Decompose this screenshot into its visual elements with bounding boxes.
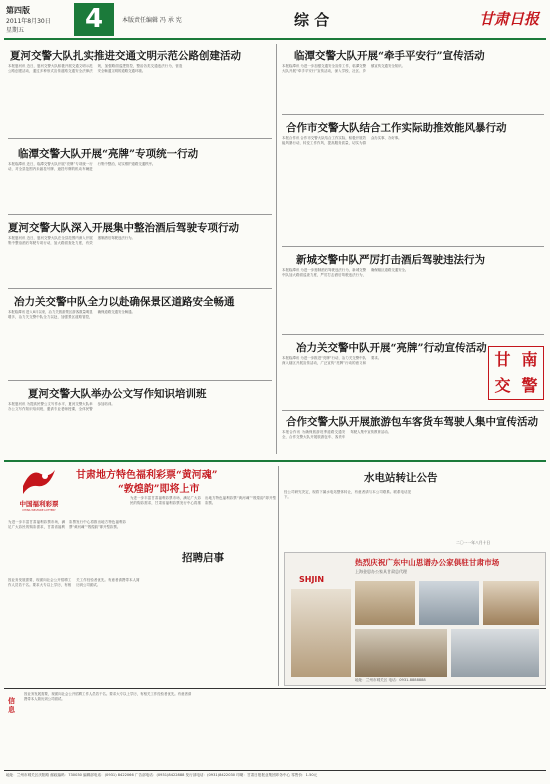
furniture-brand: SHJIN (299, 575, 325, 584)
footer-notices: 因业务发展需要，现面向社会公开招聘工作人员若干名。要求大专以上学历，有相关工作经验者优先。有意者请携带本人简历到公司面试。 (24, 692, 192, 702)
ad-column-separator (278, 466, 279, 686)
headline-a8: 新城交警中队严厉打击酒后驾驶违法行为 (296, 254, 485, 266)
divider (282, 334, 544, 335)
body-a1: 本报夏河讯 近日，夏河交警大队积极开展交通文明示范公路创建活动，通过多种形式宣传道路交通安全法律法规，加强路面巡逻管控，整治各类交通违法行为，营造安全畅通文明的道路交通环境。 (8, 64, 183, 74)
furniture-headline: 热烈庆祝广东中山思谱办公家俱驻甘肃市场 (355, 558, 500, 567)
headline-a3: 夏河交警大队深入开展集中整治酒后驾驶专项行动 (8, 222, 239, 234)
paper-name: 甘肃日报 (479, 10, 540, 28)
headline-a2: 临潭交警大队开展“亮牌”专项统一行动 (18, 148, 199, 160)
furniture-photo (355, 581, 415, 625)
body-a6: 本报临潭讯 为进一步加强交通安全宣传工作，临潭交警大队开展“牵手平安行”宣传活动，深入学校、社区、乡镇宣传交通安全知识。 (282, 64, 405, 74)
lottery-logo-sub: CHINA WELFARE LOTTERY (22, 509, 56, 512)
furniture-photo (419, 581, 479, 625)
page-number: 4 (84, 4, 104, 34)
lottery-body-cont: 为进一步丰富甘肃福利彩票市场，满足广大彩民的购彩需求，甘肃省福利彩票发行中心将推出地方特色福利彩票“黄河魂”“敦煌韵”即开型彩票。 (130, 496, 276, 506)
body-a2: 本报临潭讯 近日，临潭交警大队开展“亮牌”专项统一行动，对全县范围内未悬挂号牌、遮挡号牌的机动车辆进行集中整治，切实维护道路交通秩序。 (8, 162, 156, 172)
water-date: 二〇一一年八月十日 (456, 540, 491, 545)
ad-area-rule (4, 460, 546, 462)
footer-bottom-rule (4, 770, 546, 771)
headline-a1: 夏河交警大队扎实推进交通文明示范公路创建活动 (10, 50, 241, 62)
footer-rule (4, 688, 546, 689)
recruit-body: 因业务发展需要，现面向社会公开招聘工作人员若干名。要求大专以上学历，有相关工作经验者优先。有意者请携带本人简历到公司面试。 (8, 578, 140, 588)
divider (282, 114, 544, 115)
furniture-subline: 上海金思办公家具甘肃总代理 (355, 569, 407, 574)
divider (8, 288, 272, 289)
headline-a4: 冶力关交警中队全力以赴确保景区道路安全畅通 (14, 296, 235, 308)
issue-date: 2011年8月30日 (6, 18, 51, 25)
body-a5: 本报夏河讯 为提高民警公文写作水平，夏河交警大队举办公文写作知识培训班，邀请专业老师授课，全体民警参加培训。 (8, 402, 115, 412)
divider (282, 410, 544, 411)
lottery-logo-text: 中国福利彩票 (19, 500, 59, 508)
divider (8, 380, 272, 381)
welfare-lottery-logo-icon (19, 466, 59, 498)
footer-info: 地址：兰州市城关区庆阳路 邮政编码：730030 编辑部电话：(0931) 8422066 广告部电话：(0931)8422888 发行部电话：(0931)8422030 印刷：甘肃日报报业集团印务中心 零售价：1.50元 (6, 773, 318, 777)
sidebar-char: 交 (494, 376, 511, 395)
body-a8: 本报临潭讯 为进一步遏制酒后驾驶违法行为，新城交警中队加大路面巡查力度，严厉打击酒后驾驶违法行为，确保辖区道路交通安全。 (282, 268, 409, 278)
headline-a10: 合作交警大队开展旅游包车客货车驾驶人集中宣传活动 (286, 416, 538, 428)
furniture-photo (451, 629, 539, 677)
sidebar-badge (488, 346, 544, 400)
headline-a6: 临潭交警大队开展“牵手平安行”宣传活动 (294, 50, 485, 62)
water-body: 经公司研究决定，现将下属水电站整体转让，有意者请与本公司联系。联系电话见下。 (284, 490, 411, 500)
furniture-photo (483, 581, 539, 625)
lottery-subheadline: “敦煌韵”即将上市 (118, 484, 200, 495)
body-a4: 本报临潭讯 进入8月以来，冶力关旅游景区游客数量明显增多，冶力关交警中队全力以赴，加强景区道路管控，确保道路交通安全畅通。 (8, 310, 135, 320)
section-title: 综 合 (294, 11, 330, 29)
body-a10: 本报合作讯 为确保旅游旺季道路交通安全，合作交警大队开展旅游包车、客货车驾驶人集中宣传教育活动。 (282, 430, 392, 440)
issue-weekday: 星期五 (6, 27, 25, 34)
furniture-ad (284, 552, 546, 686)
recruit-headline: 招聘启事 (182, 552, 224, 564)
masthead-rule (4, 38, 546, 40)
lottery-headline: 甘肃地方特色福利彩票“黄河魂” (76, 470, 218, 481)
body-a7: 本报合作讯 合作市交警大队结合工作实际，积极开展效能风暴行动，转变工作作风，提高服务质量，切实为群众办实事、办好事。 (282, 136, 402, 146)
divider (282, 246, 544, 247)
divider (8, 214, 272, 215)
masthead (4, 3, 546, 37)
water-headline: 水电站转让公告 (364, 472, 438, 484)
lottery-body: 为进一步丰富甘肃福利彩票市场，满足广大彩民的购彩需求，甘肃省福利彩票发行中心将推出地方特色福利彩票“黄河魂”“敦煌韵”即开型彩票。 (8, 520, 126, 530)
headline-a9: 冶力关交警中队开展“亮牌”行动宣传活动 (296, 342, 487, 354)
column-separator (276, 44, 277, 454)
furniture-photo (355, 629, 447, 677)
body-a9: 本报临潭讯 为进一步推进“亮牌”行动，冶力关交警中队深入辖区开展宣传活动，广泛宣传“亮牌”行动的意义和要求。 (282, 356, 382, 366)
furniture-body: 地址：兰州市城关区 电话：0931-8888888 (355, 678, 426, 682)
divider (8, 138, 272, 139)
page-number-badge (74, 3, 114, 36)
sidebar-char: 警 (521, 376, 538, 395)
body-a3: 本报夏河讯 近日，夏河交警大队在全县范围内深入开展集中整治酒后驾驶专项行动，加大路面查处力度，有效遏制酒后驾驶违法行为。 (8, 236, 135, 246)
furniture-photo (291, 589, 351, 677)
headline-a7: 合作市交警大队结合工作实际助推效能风暴行动 (286, 122, 507, 134)
sidebar-char: 南 (521, 350, 538, 369)
headline-a5: 夏河交警大队举办公文写作知识培训班 (28, 388, 207, 400)
sidebar-char: 甘 (494, 350, 511, 369)
lottery-logo (8, 466, 70, 518)
footer-side-label: 信息 (8, 696, 15, 714)
page-editors: 本版责任编辑 冯 承 宪 (122, 17, 182, 24)
edition-label: 第四版 (6, 5, 30, 15)
